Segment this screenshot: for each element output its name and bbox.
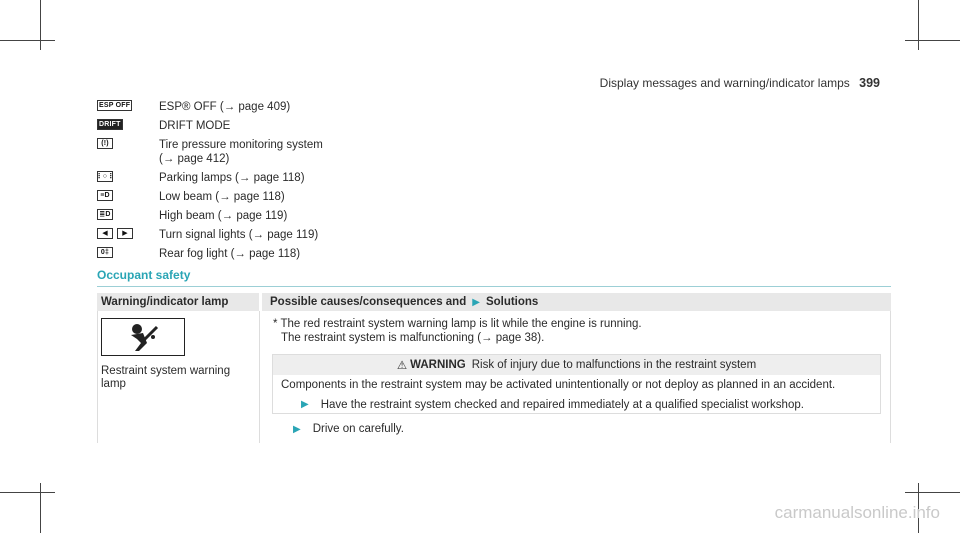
warning-box xyxy=(272,354,881,414)
crop-mark xyxy=(40,0,41,50)
warning-icon: ⚠ xyxy=(396,360,408,372)
crop-mark xyxy=(40,483,41,533)
divider xyxy=(890,311,891,443)
crop-mark xyxy=(0,492,55,493)
lamp-text: DRIFT MODE xyxy=(159,120,231,132)
list-item xyxy=(97,100,417,114)
page-header xyxy=(600,76,880,90)
airbag-warning-icon xyxy=(101,318,185,356)
lamp-table xyxy=(97,293,891,443)
lamp-text: High beam (→ page 119) xyxy=(159,210,288,222)
lamp-list xyxy=(97,100,417,266)
column-header-solutions: Solutions xyxy=(485,296,539,308)
lamp-name: Restraint system warning lamp xyxy=(101,365,231,390)
lamp-text: Low beam (→ page 118) xyxy=(159,191,285,203)
column-header-lamp: Warning/indicator lamp xyxy=(97,293,259,311)
crop-mark xyxy=(905,492,960,493)
solution xyxy=(293,423,404,435)
warning-title: Risk of injury due to malfunctions in the restraint system xyxy=(471,359,757,371)
divider xyxy=(97,311,98,443)
arrow-icon: ▶ xyxy=(301,399,309,410)
warning-label: WARNING xyxy=(410,359,466,371)
tire-pressure-icon: (!) xyxy=(97,138,113,149)
list-item xyxy=(97,190,417,204)
high-beam-icon: ≣D xyxy=(97,209,113,220)
lamp-text-2: (→ page 412) xyxy=(159,153,230,165)
lamp-text: Parking lamps (→ page 118) xyxy=(159,172,305,184)
cause-line: The restraint system is malfunctioning (→ page 38). xyxy=(281,331,545,344)
warning-step: Have the restraint system checked and repaired immediately at a qualified specialist workshop. xyxy=(320,399,804,411)
crop-mark xyxy=(905,40,960,41)
list-item xyxy=(97,171,417,185)
low-beam-icon: ≡D xyxy=(97,190,113,201)
turn-left-icon: ◀ xyxy=(97,228,113,239)
section-title: Occupant safety xyxy=(97,268,191,282)
list-item xyxy=(97,228,417,242)
column-header-causes-text: Possible causes/consequences and xyxy=(270,296,467,308)
parking-lamps-icon: ⋮○⋮ xyxy=(95,173,115,180)
esp-off-icon: ESP OFF xyxy=(99,102,131,109)
cause-text xyxy=(273,318,873,345)
solution-text: Drive on carefully. xyxy=(312,423,404,435)
column-header-causes xyxy=(262,293,891,311)
list-item xyxy=(97,247,417,261)
arrow-icon: ▶ xyxy=(472,296,480,308)
list-item xyxy=(97,209,417,223)
crop-mark xyxy=(0,40,55,41)
rear-fog-icon: 0‡ xyxy=(97,247,113,258)
watermark: carmanualsonline.info xyxy=(774,503,940,522)
list-item xyxy=(97,138,417,166)
crop-mark xyxy=(918,0,919,50)
list-item xyxy=(97,119,417,133)
page-number: 399 xyxy=(859,76,880,90)
lamp-text: ESP® OFF (→ page 409) xyxy=(159,101,291,113)
header-title: Display messages and warning/indicator lamps xyxy=(599,76,850,90)
lamp-text: Turn signal lights (→ page 119) xyxy=(159,229,319,241)
warning-text: Components in the restraint system may be activated unintentionally or not deploy as planned in an accident. xyxy=(281,379,836,391)
divider xyxy=(97,286,891,287)
arrow-icon: ▶ xyxy=(293,423,301,435)
lamp-text: Rear fog light (→ page 118) xyxy=(159,248,301,260)
lamp-text: Tire pressure monitoring system xyxy=(159,139,323,151)
drift-icon: DRIFT xyxy=(99,121,121,128)
turn-right-icon: ▶ xyxy=(117,228,133,239)
cause-line: * The red restraint system warning lamp is lit while the engine is running. xyxy=(273,318,642,330)
divider xyxy=(259,311,260,443)
